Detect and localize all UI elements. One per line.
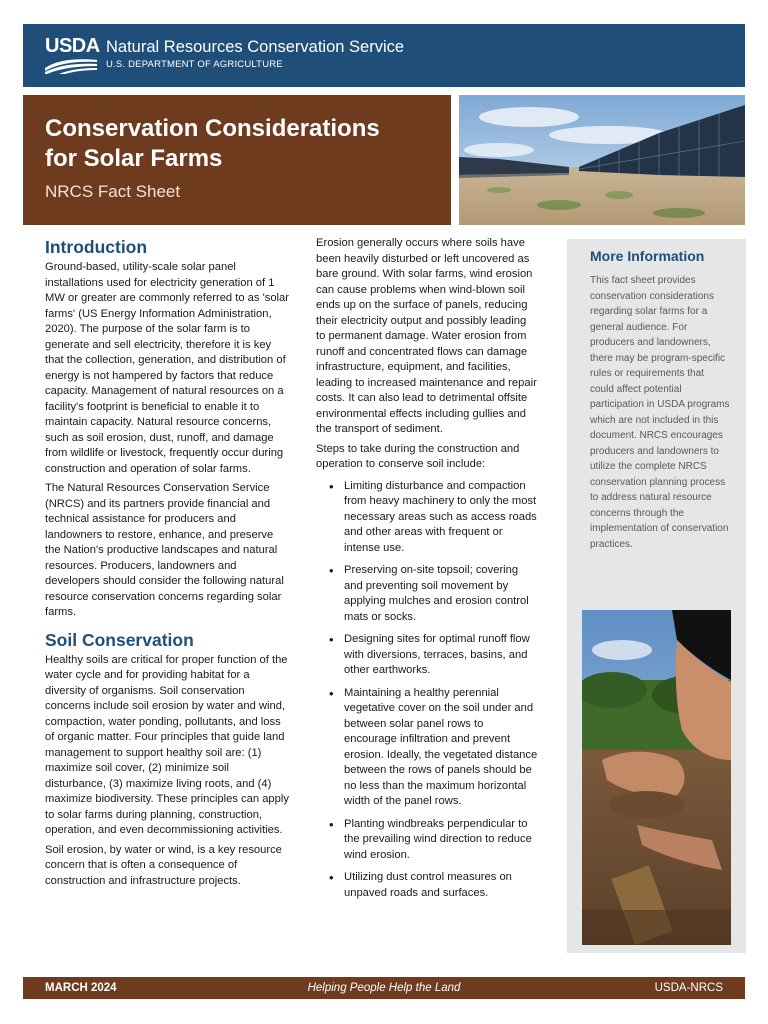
left-column xyxy=(45,236,290,893)
list-item: • Maintaining a healthy perennial vegetative cover on the soil under and between solar panel rows to encourage infiltration and prevent erosion. Ideally, the vegetated distance between the rows of panels should be no less than the maximum horizontal width of the panel rows. xyxy=(316,686,538,810)
more-information-heading: More Information xyxy=(590,248,705,264)
list-item: • Utilizing dust control measures on unpaved roads and surfaces. xyxy=(316,870,538,901)
introduction-paragraph-2: The Natural Resources Conservation Service (NRCS) and its partners provide financial and technical assistance for producers and landowners to restore, enhance, and preserve the Nation's productive landscapes and natural resources. Producers, landowners and developers should consider the following natural resource conservation concerns regarding solar farms. xyxy=(45,482,284,618)
middle-column xyxy=(316,236,538,908)
page-title xyxy=(45,114,445,174)
usda-logo-text: USDA xyxy=(45,35,100,57)
footer-date: MARCH 2024 xyxy=(45,982,117,994)
title-line-2: for Solar Farms xyxy=(45,145,223,172)
soil-conservation-heading: Soil Conservation xyxy=(45,629,194,650)
list-item: • Preserving on-site topsoil; covering and preventing soil movement by applying mulches and erosion control mats or socks. xyxy=(316,563,538,625)
steps-list xyxy=(316,479,538,902)
more-information-text: This fact sheet provides conservation considerations regarding solar farms for a general audience. For producers and landowners, there may be program-specific rules or requirements that could affect potential participation in USDA programs which are not included in this document. NRCS encourages producers and landowners to utilize the complete NRCS conservation planning process to address natural resource concerns through the implementation of conservation practices. xyxy=(590,275,730,550)
list-item: • Planting windbreaks perpendicular to the prevailing wind direction to reduce wind erosion. xyxy=(316,817,538,864)
introduction-paragraph-1: Ground-based, utility-scale solar panel installations used for electricity generation of 1 MW or greater are commonly referred to as 'solar farms' (US Energy Information Administration, 2020). The purpose of the solar farm is to generate and sell electricity, therefore it is key that the collection, generation, and distribution of energy is not hampered by factors that reduce capacity. Management of natural resources on a facility's footprint is beneficial to enable it to maintain capacity. Natural resource concerns, such as soil erosion, dust, runoff, and damage from wildlife or livestock, frequently occur during construction and operation of solar farms. xyxy=(45,261,289,475)
title-banner xyxy=(23,95,451,225)
agency-name: Natural Resources Conservation Service xyxy=(106,38,405,56)
usda-logo xyxy=(45,35,100,76)
soil-paragraph-1: Healthy soils are critical for proper function of the water cycle and for providing habitat for a diversity of organisms. Soil conservation concerns include soil erosion by water and wind, compaction, water ponding, pollutants, and loss of organic matter. Four principles that guide land management to support healthy soil are: (1) maximize soil cover, (2) minimize soil disturbance, (3) maximize living roots, and (4) maximize biodiversity. These principles can apply to solar farms during planning, construction, operation, and even decommissioning activities. xyxy=(45,653,289,836)
page-subtitle: NRCS Fact Sheet xyxy=(45,182,181,201)
soil-hands-photo xyxy=(582,610,731,945)
list-item: • Designing sites for optimal runoff flow with diversions, terraces, basins, and other earthworks. xyxy=(316,632,538,679)
soil-paragraph-2: Soil erosion, by water or wind, is a key resource concern that is often a consequence of construction and infrastructure projects. xyxy=(45,843,282,887)
introduction-heading: Introduction xyxy=(45,237,148,257)
agency-header xyxy=(23,24,745,87)
title-line-1: Conservation Considerations xyxy=(45,115,380,142)
list-item: • Limiting disturbance and compaction from heavy machinery to only the most necessary areas such as access roads and other areas with frequent or intense use. xyxy=(316,479,538,557)
solar-farm-photo xyxy=(459,95,745,225)
more-information-sidebar xyxy=(567,239,746,953)
footer-slogan: Helping People Help the Land xyxy=(307,982,461,994)
erosion-paragraph: Erosion generally occurs where soils have been heavily disturbed or left uncovered as bare ground. With solar farms, wind erosion can cause problems when wind-blown soil ends up on the surface of panels, reducing their electricity output and possibly leading to permanent damage. Water erosion from runoff and concentrated flows can damage infrastructure, equipment, and facilities, leading to increased maintenance and repair costs. It can also lead to detrimental offsite environmental effects including gullies and the transport of sediment. xyxy=(316,237,537,435)
usda-field-icon xyxy=(45,58,97,74)
footer-org: USDA-NRCS xyxy=(654,982,723,994)
page-footer xyxy=(23,977,745,999)
department-name: U.S. DEPARTMENT OF AGRICULTURE xyxy=(106,59,283,70)
steps-intro: Steps to take during the construction and operation to conserve soil include: xyxy=(316,442,520,470)
